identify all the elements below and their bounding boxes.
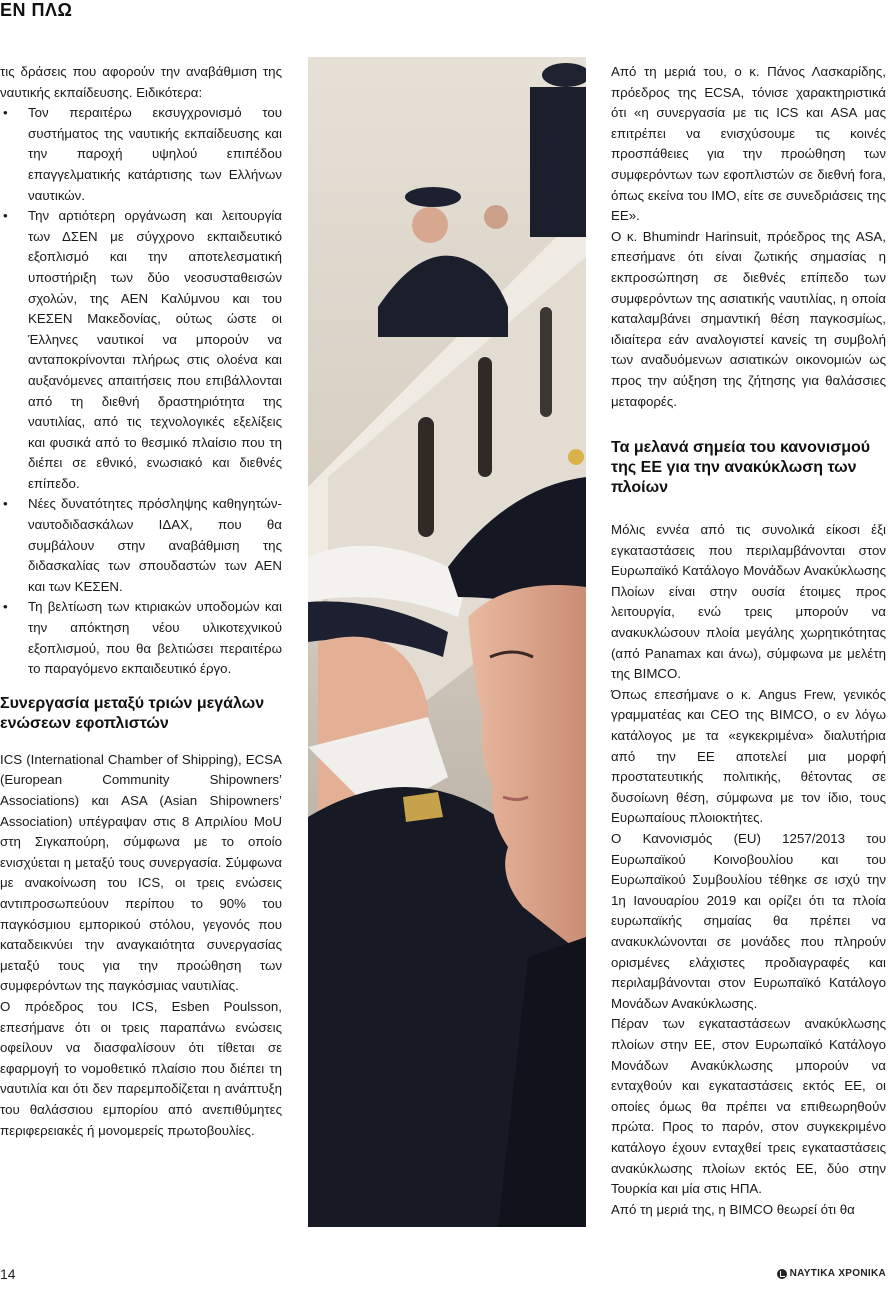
right-column [611,62,886,1220]
body-paragraph: ICS (International Chamber of Shipping), ECSA (European Community Shipowners’ Associations) και ASA (Asian Shipowners’ Association) υπέγραψαν στις 8 Απριλίου MoU στη Σιγκαπούρη, σύμφωνα με το οποίο ενισχύεται η μεταξύ τους συνεργασία. Σύμφωνα με ανακοίνωση του ICS, οι τρεις ενώσεις αντιπροσωπεύουν περίπου το 90% του παγκόσμιου εμπορικού στόλου, γεγονός που καταδεικνύει την αναγκαιότητα συνεργασίας μεταξύ τους για την προώθηση των συμφερόντων της παγκόσμιας ναυτιλίας. [0,751,282,994]
body-paragraph: Από τη μεριά του, ο κ. Πάνος Λασκαρίδης, πρόεδρος της ECSA, τόνισε χαρακτηριστικά ότι «η συνεργασία με τις ICS και ASA μας επιτρέπει να ενισχύσουμε τις κοινές προσπάθειες για την προώθηση των συμφερόντων των εφοπλιστών σε διεθνή fora, όπως εκείνα του IMO, είτε σε συνεδριάσεις της ΕΕ». [611,64,886,224]
body-paragraph: Από τη μεριά της, η BIMCO θεωρεί ότι θα [611,1201,855,1217]
body-paragraph: Πέραν των εγκαταστάσεων ανακύκλωσης πλοίων στην ΕΕ, στον Ευρωπαϊκό Κατάλογο Μονάδων Ανακύκλωσης μπορούν να ενταχθούν και εγκαταστάσεις εκτός ΕΕ, οι οποίες όμως θα πρέπει να επιθεωρηθούν πρώτα. Προς το παρόν, στον συγκεκριμένο κατάλογο έχουν ενταχθεί τρεις εγκαταστάσεις ανακύκλωσης πλοίων εκτός ΕΕ, δύο στην Τουρκία και μία στις ΗΠΑ. [611,1016,886,1197]
bullet-item: • Τη βελτίωση των κτιριακών υποδομών και την απόκτηση νέου υλικοτεχνικού εξοπλισμού, που θα βελτιώσει περαιτέρω το παραγόμενο εκπαιδευτικό έργο. [0,597,282,679]
page-number: 14 [0,1266,16,1282]
bullet-list [0,103,282,680]
intro-paragraph: τις δράσεις που αφορούν την αναβάθμιση της ναυτικής εκπαίδευσης. Ειδικότερα: [0,64,282,100]
subheading-recycling: Τα μελανά σημεία του κανονισμού της ΕΕ για την ανακύκλωση των πλοίων [611,439,871,497]
bullet-item: • Την αρτιότερη οργάνωση και λειτουργία των ΔΣΕΝ με σύγχρονο εκπαιδευτικό εξοπλισμό και την αποτελεσματική υποστήριξη των δύο νεοσυσταθεισών σχολών, της ΑΕΝ Καλύμνου και του ΚΕΣΕΝ Μακεδονίας, ούτως ώστε οι Έλληνες ναυτικοί να μπορούν να ανταποκρίνονται πλήρως στις ολοένα και αυξανόμενες απαιτήσεις που επιβάλλονται από τη διεθνή δραστηριότητα της ναυτιλίας, από τις τεχνολογικές εξελίξεις και φυσικά από το θεσμικό πλαίσιο που τη διέπει σε εθνικό, ενωσιακό και διεθνές επίπεδο. [0,206,282,494]
cadets-illustration [308,57,586,1227]
brand-name: ΝΑΥΤΙΚΑ ΧΡΟΝΙΚΑ [789,1268,886,1279]
cadets-photo [308,57,586,1227]
body-paragraph: Ο Κανονισμός (EU) 1257/2013 του Ευρωπαϊκού Κοινοβουλίου και του Ευρωπαϊκού Συμβουλίου τέθηκε σε ισχύ την 1η Ιανουαρίου 2019 και ορίζει ότι τα πλοία ευρωπαϊκής σημαίας θα πρέπει να ανακυκλώνονται σε μονάδες που πληρούν ορισμένες ελάχιστες προδιαγραφές και περιλαμβάνονται στον Ευρωπαϊκό Κατάλογο Μονάδων Ανακύκλωσης. [611,831,886,1011]
magazine-brand [777,1268,886,1279]
section-title: ΕΝ ΠΛΩ [0,0,73,20]
subheading-cooperation: Συνεργασία μεταξύ τριών μεγάλων ενώσεων εφοπλιστών [0,694,265,732]
left-column [0,62,282,1141]
bullet-item: • Νέες δυνατότητες πρόσληψης καθηγητών-ναυτοδιδασκάλων ΙΔΑΧ, που θα συμβάλουν στην αναβάθμιση της διδασκαλίας των σπουδαστών των ΑΕΝ και των ΚΕΣΕΝ. [0,494,282,597]
brand-logo-icon [777,1269,787,1279]
body-paragraph: Ο κ. Bhumindr Harinsuit, πρόεδρος της ASA, επεσήμανε ότι είναι ζωτικής σημασίας η εκπροσώπηση σε διεθνές επίπεδο των συμφερόντων της ασιατικής ναυτιλίας, η οποία καταλαμβάνει σημαντική θέση παγκοσμίως, ιδιαίτερα εάν αναλογιστεί κανείς τη συμβολή των αναδυόμενων ασιατικών οικονομιών ως προς την αύξηση της ζήτησης για θαλάσσιες μεταφορές. [611,228,886,409]
body-paragraph: Μόλις εννέα από τις συνολικά είκοσι έξι εγκαταστάσεις που περιλαμβάνονται στον Ευρωπαϊκό Κατάλογο Μονάδων Ανακύκλωσης Πλοίων είναι στην ουσία έτοιμες προς λειτουργία, ενώ τρεις μπορούν να ανακυκλώσουν πλοία μεγάλης χωρητικότητας (από Panamax και άνω), σύμφωνα με μελέτη της BIMCO. [611,522,886,682]
body-paragraph: Ο πρόεδρος του ICS, Esben Poulsson, επεσήμανε ότι οι τρεις παραπάνω ενώσεις οφείλουν να διασφαλίσουν ότι τίθεται σε εφαρμογή το νομοθετικό πλαίσιο που διέπει τη ναυτιλία και ότι δεν παρεμποδίζεται η ανάπτυξη του θαλάσσιου εμπορίου από ανεπιθύμητες περιφερειακές ή μονομερείς πρωτοβουλίες. [0,998,282,1138]
bullet-item: • Τον περαιτέρω εκσυγχρονισμό του συστήματος της ναυτικής εκπαίδευσης και την παροχή υψηλού επιπέδου επαγγελματικής κατάρτισης των Ελλήνων ναυτικών. [0,103,282,206]
body-paragraph: Όπως επεσήμανε ο κ. Angus Frew, γενικός γραμματέας και CEO της BIMCO, ο εν λόγω κατάλογος με τα «εγκεκριμένα» διαλυτήρια από την ΕΕ αποτελεί μια μορφή προστατευτικής πολιτικής, θέτοντας σε δυσοίωνη θέση, σύμφωνα με τον ίδιο, τους Ευρωπαίους πλοιοκτήτες. [611,686,886,826]
